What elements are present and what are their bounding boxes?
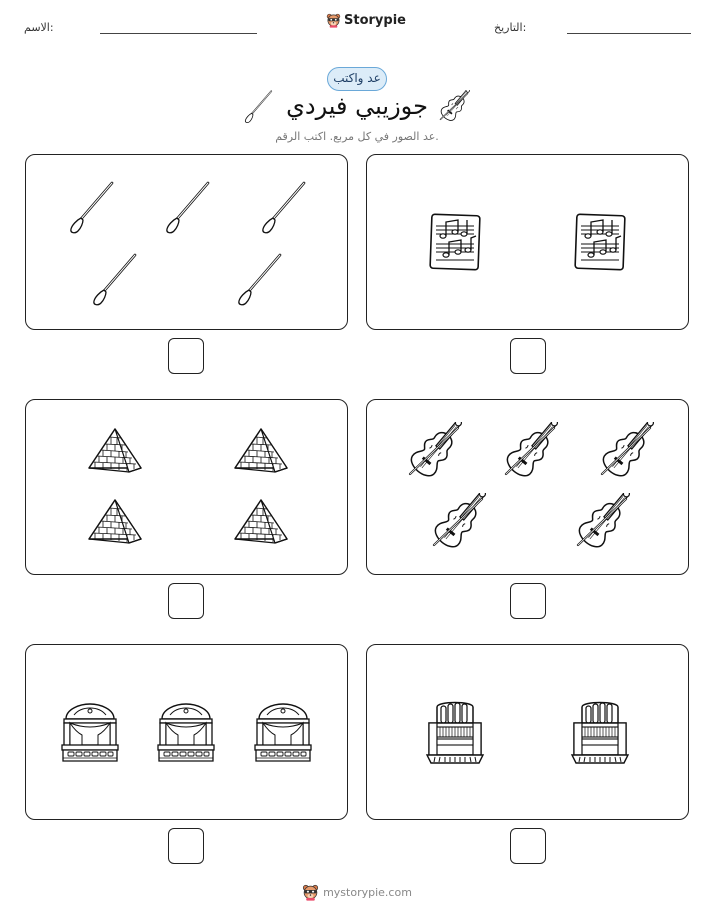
- violin-icon: [437, 90, 471, 124]
- panel-bottom-right: [366, 644, 689, 820]
- sheet-music-icon: [428, 212, 482, 272]
- panel-middle-right: [366, 399, 689, 575]
- storypie-logo: [326, 13, 406, 28]
- sheet-music-icon: [573, 212, 627, 272]
- bear-icon: [326, 13, 341, 28]
- conductor-baton-icon: [89, 253, 139, 307]
- conductor-baton-icon: [162, 181, 212, 235]
- pyramid-icon: [85, 426, 145, 476]
- name-label: الاسم:: [24, 21, 54, 34]
- date-field-line[interactable]: [567, 33, 691, 34]
- name-field-line[interactable]: [100, 33, 257, 34]
- brand-name: Storypie: [344, 13, 406, 28]
- theater-stage-icon: [253, 701, 313, 765]
- answer-box-middle-left[interactable]: [168, 583, 204, 619]
- conductor-baton-icon: [258, 181, 308, 235]
- pyramid-icon: [85, 497, 145, 547]
- count-and-write-badge: عد واكتب: [327, 67, 387, 91]
- pyramid-icon: [231, 426, 291, 476]
- footer: [0, 884, 714, 901]
- violin-icon: [404, 422, 464, 482]
- answer-box-bottom-left[interactable]: [168, 828, 204, 864]
- pyramid-icon: [231, 497, 291, 547]
- violin-icon: [572, 493, 632, 553]
- panel-bottom-left: [25, 644, 348, 820]
- panel-top-left: [25, 154, 348, 330]
- footer-url[interactable]: mystorypie.com: [323, 886, 412, 899]
- conductor-baton-icon: [234, 253, 284, 307]
- date-label: التاريخ:: [494, 21, 527, 34]
- instructions: عد الصور في كل مربع. اكتب الرقم.: [275, 130, 439, 143]
- answer-box-top-left[interactable]: [168, 338, 204, 374]
- violin-icon: [500, 422, 560, 482]
- pipe-organ-icon: [425, 697, 485, 767]
- bear-icon: [302, 884, 319, 901]
- violin-icon: [596, 422, 656, 482]
- answer-box-top-right[interactable]: [510, 338, 546, 374]
- violin-icon: [428, 493, 488, 553]
- answer-box-middle-right[interactable]: [510, 583, 546, 619]
- theater-stage-icon: [60, 701, 120, 765]
- conductor-baton-icon: [66, 181, 116, 235]
- panel-top-right: [366, 154, 689, 330]
- pipe-organ-icon: [570, 697, 630, 767]
- panel-middle-left: [25, 399, 348, 575]
- answer-box-bottom-right[interactable]: [510, 828, 546, 864]
- page-title: جوزيبي فيردي: [286, 92, 428, 120]
- theater-stage-icon: [156, 701, 216, 765]
